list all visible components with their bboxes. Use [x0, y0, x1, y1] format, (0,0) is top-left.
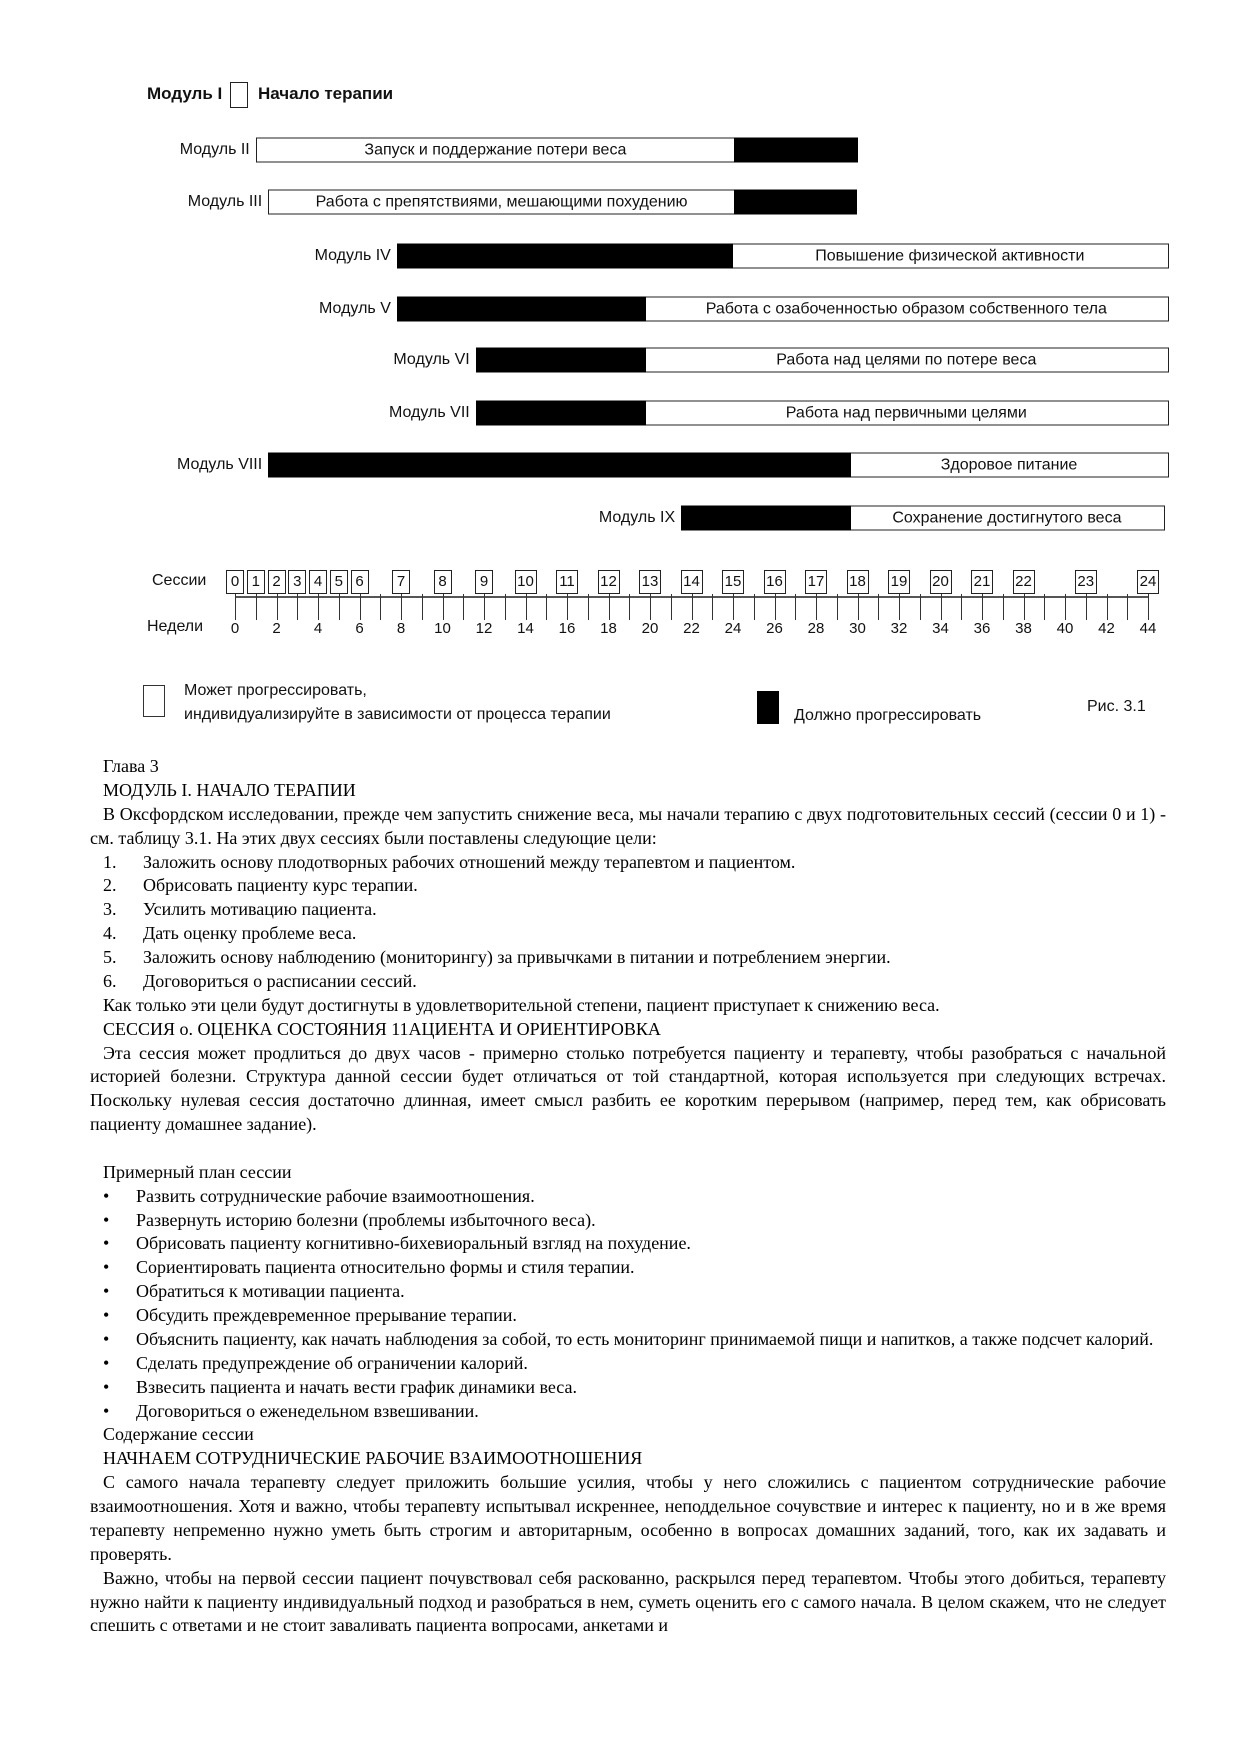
goal-item: [90, 922, 1166, 946]
must-progress-segment: [397, 244, 733, 269]
week-tick: [816, 594, 817, 620]
week-tick: [463, 594, 464, 620]
week-tick: [982, 594, 983, 620]
figure-3-1: [0, 0, 1241, 745]
week-label: 32: [890, 620, 908, 637]
week-label: 44: [1139, 620, 1157, 637]
week-label: 18: [600, 620, 617, 637]
module-bar: [397, 297, 1169, 322]
goal-text: Договориться о расписании сессий.: [143, 970, 417, 991]
week-tick: [671, 594, 672, 620]
plan-item: [90, 1352, 1166, 1376]
must-progress-segment: [476, 348, 646, 373]
week-tick: [1148, 594, 1149, 620]
session-box: 19: [888, 570, 910, 594]
week-tick: [277, 594, 278, 620]
session-box: 15: [722, 570, 744, 594]
collab-heading: НАЧНАЕМ СОТРУДНИЧЕСКИЕ РАБОЧИЕ ВЗАИМООТНОШЕНИЯ: [103, 1448, 643, 1469]
week-label: 26: [766, 620, 783, 637]
session-box: 1: [247, 570, 265, 594]
module-title: Работа с озабоченностью образом собственного тела: [705, 300, 1107, 317]
week-label: 24: [724, 620, 742, 637]
module-label: Модуль VII: [388, 404, 470, 421]
legend-white-line2: индивидуализируйте в зависимости от процесса терапии: [184, 706, 611, 723]
week-tick: [609, 594, 610, 620]
module-title: Работа над целями по потере веса: [776, 351, 1037, 368]
week-tick: [629, 594, 630, 620]
module-bar: [681, 506, 1164, 531]
module-title: Запуск и поддержание потери веса: [364, 141, 627, 158]
week-tick: [775, 594, 776, 620]
legend-white-line1: Может прогрессировать,: [184, 682, 367, 699]
intro-paragraph: В Оксфордском исследовании, прежде чем запустить снижение веса, мы начали терапию с двух подготовительных сессий (сессии 0 и 1) - см. таблицу 3.1. На этих двух сессиях были поставлены следующие цели:: [90, 803, 1166, 848]
session-box: 0: [226, 570, 244, 594]
legend-black-swatch: [757, 691, 779, 724]
plan-item: [90, 1304, 1166, 1328]
module-bar: [476, 348, 1169, 373]
module-title: Здоровое питание: [940, 456, 1078, 473]
plan-item: [90, 1280, 1166, 1304]
session-paragraph: Эта сессия может продлиться до двух часов - примерно столько потребуется пациенту и терапевту, чтобы разобраться с начальной историей болезни. Структура данной сессии будет отличаться от той стандартной, которая используется при следующих встречах. Поскольку нулевая сессия достаточно длинная, имеет смысл разбить ее коротким перерывом (например, перед тем, как обрисовать пациенту домашнее задание).: [90, 1042, 1166, 1135]
session-box: 21: [971, 570, 993, 594]
plan-text: Договориться о еженедельном взвешивании.: [136, 1400, 479, 1421]
week-tick: [546, 594, 547, 620]
module-heading: МОДУЛЬ I. НАЧАЛО ТЕРАПИИ: [103, 779, 356, 800]
week-label: 16: [558, 620, 576, 637]
goal-item: [90, 874, 1166, 898]
content-heading: Содержание сессии: [103, 1424, 254, 1445]
after-goals-paragraph: Как только эти цели будут достигнуты в удовлетворительной степени, пациент приступает к снижению веса.: [103, 994, 940, 1015]
session-box: 14: [681, 570, 703, 594]
plan-text: Объяснить пациенту, как начать наблюдения за собой, то есть мониторинг принимаемой пищи и напитков, а также подсчет калорий.: [136, 1328, 1154, 1349]
plan-item: [90, 1400, 1166, 1424]
week-tick: [878, 594, 879, 620]
week-label: 40: [1056, 620, 1074, 637]
must-progress-segment: [681, 506, 851, 531]
document-body: [90, 755, 1166, 1638]
plan-text: Развить сотруднические рабочие взаимоотношения.: [136, 1185, 535, 1206]
module-title: Работа над первичными целями: [785, 404, 1027, 421]
module-bar: [476, 401, 1169, 426]
week-tick: [941, 594, 942, 620]
week-tick: [339, 594, 340, 620]
session-box: 16: [764, 570, 786, 594]
module-label: Модуль VI: [393, 351, 470, 368]
goal-number: 3.: [103, 899, 117, 920]
plan-text: Сориентировать пациента относительно формы и стиля терапии.: [136, 1257, 635, 1278]
week-label: 2: [272, 620, 281, 637]
bullet-icon: •: [103, 1305, 110, 1326]
plan-text: Обратиться к мотивации пациента.: [136, 1281, 405, 1302]
module-label: Модуль IX: [598, 509, 676, 526]
goal-item: [90, 851, 1166, 875]
plan-item: [90, 1209, 1166, 1233]
week-label: 20: [641, 620, 659, 637]
plan-list: [90, 1185, 1166, 1424]
week-label: 8: [396, 620, 406, 637]
session-box: 12: [598, 570, 620, 594]
goal-text: Обрисовать пациенту курс терапии.: [143, 875, 418, 896]
module-title: Работа с препятствиями, мешающими похудению: [315, 193, 688, 210]
session-heading: СЕССИЯ о. ОЦЕНКА СОСТОЯНИЯ 11АЦИЕНТА И ОРИЕНТИРОВКА: [103, 1018, 661, 1039]
plan-item: [90, 1185, 1166, 1209]
module-label: Модуль V: [319, 300, 391, 317]
module-label: Модуль IV: [314, 247, 391, 264]
bullet-icon: •: [103, 1185, 110, 1206]
week-tick: [650, 594, 651, 620]
must-progress-segment: [397, 297, 646, 322]
plan-text: Взвесить пациента и начать вести график динамики веса.: [136, 1376, 577, 1397]
module-bar: [256, 138, 858, 163]
module-label: Модуль VIII: [177, 456, 263, 473]
goal-text: Дать оценку проблеме веса.: [143, 923, 357, 944]
plan-text: Развернуть историю болезни (проблемы избыточного веса).: [136, 1209, 596, 1230]
figure-caption: Рис. 3.1: [1087, 698, 1146, 715]
bullet-icon: •: [103, 1376, 110, 1397]
week-tick: [837, 594, 838, 620]
goal-item: [90, 946, 1166, 970]
week-tick: [961, 594, 962, 620]
session-box: 3: [288, 570, 306, 594]
goal-number: 2.: [103, 875, 117, 896]
plan-text: Обсудить преждевременное прерывание терапии.: [136, 1305, 517, 1326]
module-title: Повышение физической активности: [815, 247, 1085, 264]
bullet-icon: •: [103, 1209, 110, 1230]
week-tick: [1044, 594, 1045, 620]
week-tick: [1086, 594, 1087, 620]
module-1-title: Начало терапии: [258, 84, 394, 103]
plan-item: [90, 1328, 1166, 1352]
session-box: 10: [515, 570, 537, 594]
bullet-icon: •: [103, 1257, 110, 1278]
session-box: 11: [556, 570, 578, 594]
session-box: 20: [930, 570, 952, 594]
goal-item: [90, 970, 1166, 994]
goal-text: Усилить мотивацию пациента.: [143, 899, 377, 920]
week-label: 30: [849, 620, 866, 637]
session-box: 13: [639, 570, 661, 594]
bullet-icon: •: [103, 1328, 110, 1349]
session-box: 9: [475, 570, 493, 594]
session-box: 8: [434, 570, 452, 594]
week-tick: [484, 594, 485, 620]
plan-text: Сделать предупреждение об ограничении калорий.: [136, 1352, 528, 1373]
goal-number: 1.: [103, 851, 117, 872]
week-tick: [795, 594, 796, 620]
week-tick: [505, 594, 506, 620]
week-tick: [733, 594, 734, 620]
week-label: 22: [683, 620, 700, 637]
week-tick: [1107, 594, 1108, 620]
session-box: 24: [1137, 570, 1159, 594]
week-label: 38: [1015, 620, 1032, 637]
session-box: 6: [351, 570, 369, 594]
week-tick: [1024, 594, 1025, 620]
plan-item: [90, 1256, 1166, 1280]
week-tick: [920, 594, 921, 620]
week-tick: [526, 594, 527, 620]
session-box: 23: [1075, 570, 1097, 594]
weeks-label: Недели: [147, 618, 204, 635]
week-label: 34: [932, 620, 949, 637]
chapter-label: Глава 3: [103, 756, 159, 776]
week-label: 12: [475, 620, 493, 637]
bullet-icon: •: [103, 1233, 110, 1254]
goal-number: 5.: [103, 947, 117, 967]
week-tick: [692, 594, 693, 620]
module-bar: [268, 453, 1169, 478]
must-progress-segment: [734, 190, 858, 215]
week-tick: [443, 594, 444, 620]
plan-item: [90, 1376, 1166, 1400]
plan-text: Обрисовать пациенту когнитивно-бихевиоральный взгляд на похудение.: [136, 1233, 691, 1254]
week-tick: [422, 594, 423, 620]
session-box: 22: [1013, 570, 1035, 594]
bullet-icon: •: [103, 1400, 110, 1421]
legend-white-swatch: [143, 685, 165, 717]
week-tick: [858, 594, 859, 620]
paragraph-2: Важно, чтобы на первой сессии пациент почувствовал себя раскованно, раскрылся перед терапевтом. Чтобы этого добиться, терапевту нужно найти к пациенту индивидуальный подход и разобраться в нем, суметь оценить его с самого начала. В целом скажем, что не следует спешить с ответами и не стоит заваливать пациента вопросами, анкетами и: [90, 1567, 1166, 1636]
sessions-label: Сессии: [152, 572, 207, 589]
week-tick: [567, 594, 568, 620]
session-box: 5: [330, 570, 348, 594]
week-tick: [1127, 594, 1128, 620]
goals-list: [90, 851, 1166, 994]
week-tick: [1065, 594, 1066, 620]
session-box: 18: [847, 570, 869, 594]
must-progress-segment: [734, 138, 858, 163]
session-box: 17: [805, 570, 827, 594]
week-label: 28: [807, 620, 825, 637]
week-tick: [899, 594, 900, 620]
week-label: 6: [355, 620, 364, 637]
week-label: 42: [1098, 620, 1115, 637]
module-1-box: [230, 82, 248, 108]
session-box: 4: [309, 570, 327, 594]
week-label: 36: [973, 620, 991, 637]
week-tick: [712, 594, 713, 620]
week-label: 0: [230, 620, 240, 637]
module-bar: [397, 244, 1169, 269]
module-1-label: Модуль I: [147, 84, 223, 103]
module-label: Модуль III: [187, 193, 263, 210]
must-progress-segment: [268, 453, 851, 478]
bullet-icon: •: [103, 1281, 110, 1302]
goal-item: [90, 898, 1166, 922]
week-tick: [318, 594, 319, 620]
week-label: 4: [313, 620, 323, 637]
goal-number: 4.: [103, 923, 117, 944]
session-box: 7: [392, 570, 410, 594]
week-label: 10: [434, 620, 451, 637]
plan-item: [90, 1232, 1166, 1256]
goal-text: Заложить основу плодотворных рабочих отношений между терапевтом и пациентом.: [143, 851, 796, 872]
week-tick: [256, 594, 257, 620]
legend-black-label: Должно прогрессировать: [794, 707, 982, 724]
plan-heading: Примерный план сессии: [103, 1161, 292, 1182]
goal-number: 6.: [103, 970, 117, 991]
bullet-icon: •: [103, 1352, 110, 1373]
week-tick: [297, 594, 298, 620]
module-title: Сохранение достигнутого веса: [892, 509, 1122, 526]
module-label: Модуль II: [179, 141, 250, 158]
must-progress-segment: [476, 401, 646, 426]
week-tick: [380, 594, 381, 620]
week-tick: [754, 594, 755, 620]
goal-text: Заложить основу наблюдению (мониторингу) за привычками в питании и потреблением энергии.: [143, 947, 891, 967]
week-tick: [360, 594, 361, 620]
week-label: 14: [517, 620, 534, 637]
module-bar: [268, 190, 857, 215]
week-tick: [235, 594, 236, 620]
paragraph-1: С самого начала терапевту следует приложить большие усилия, чтобы у него сложились с пациентом сотруднические рабочие взаимоотношения. Хотя и важно, чтобы терапевту испытывал искреннее, неподдельное сочувствие и интерес к пациенту, но и в же время терапевту непременно нужно уметь быть строгим и авторитарным, особенно в вопросах домашних заданий, того, как их задавать и проверять.: [90, 1472, 1166, 1564]
session-box: 2: [268, 570, 286, 594]
week-tick: [588, 594, 589, 620]
week-tick: [401, 594, 402, 620]
week-tick: [1003, 594, 1004, 620]
